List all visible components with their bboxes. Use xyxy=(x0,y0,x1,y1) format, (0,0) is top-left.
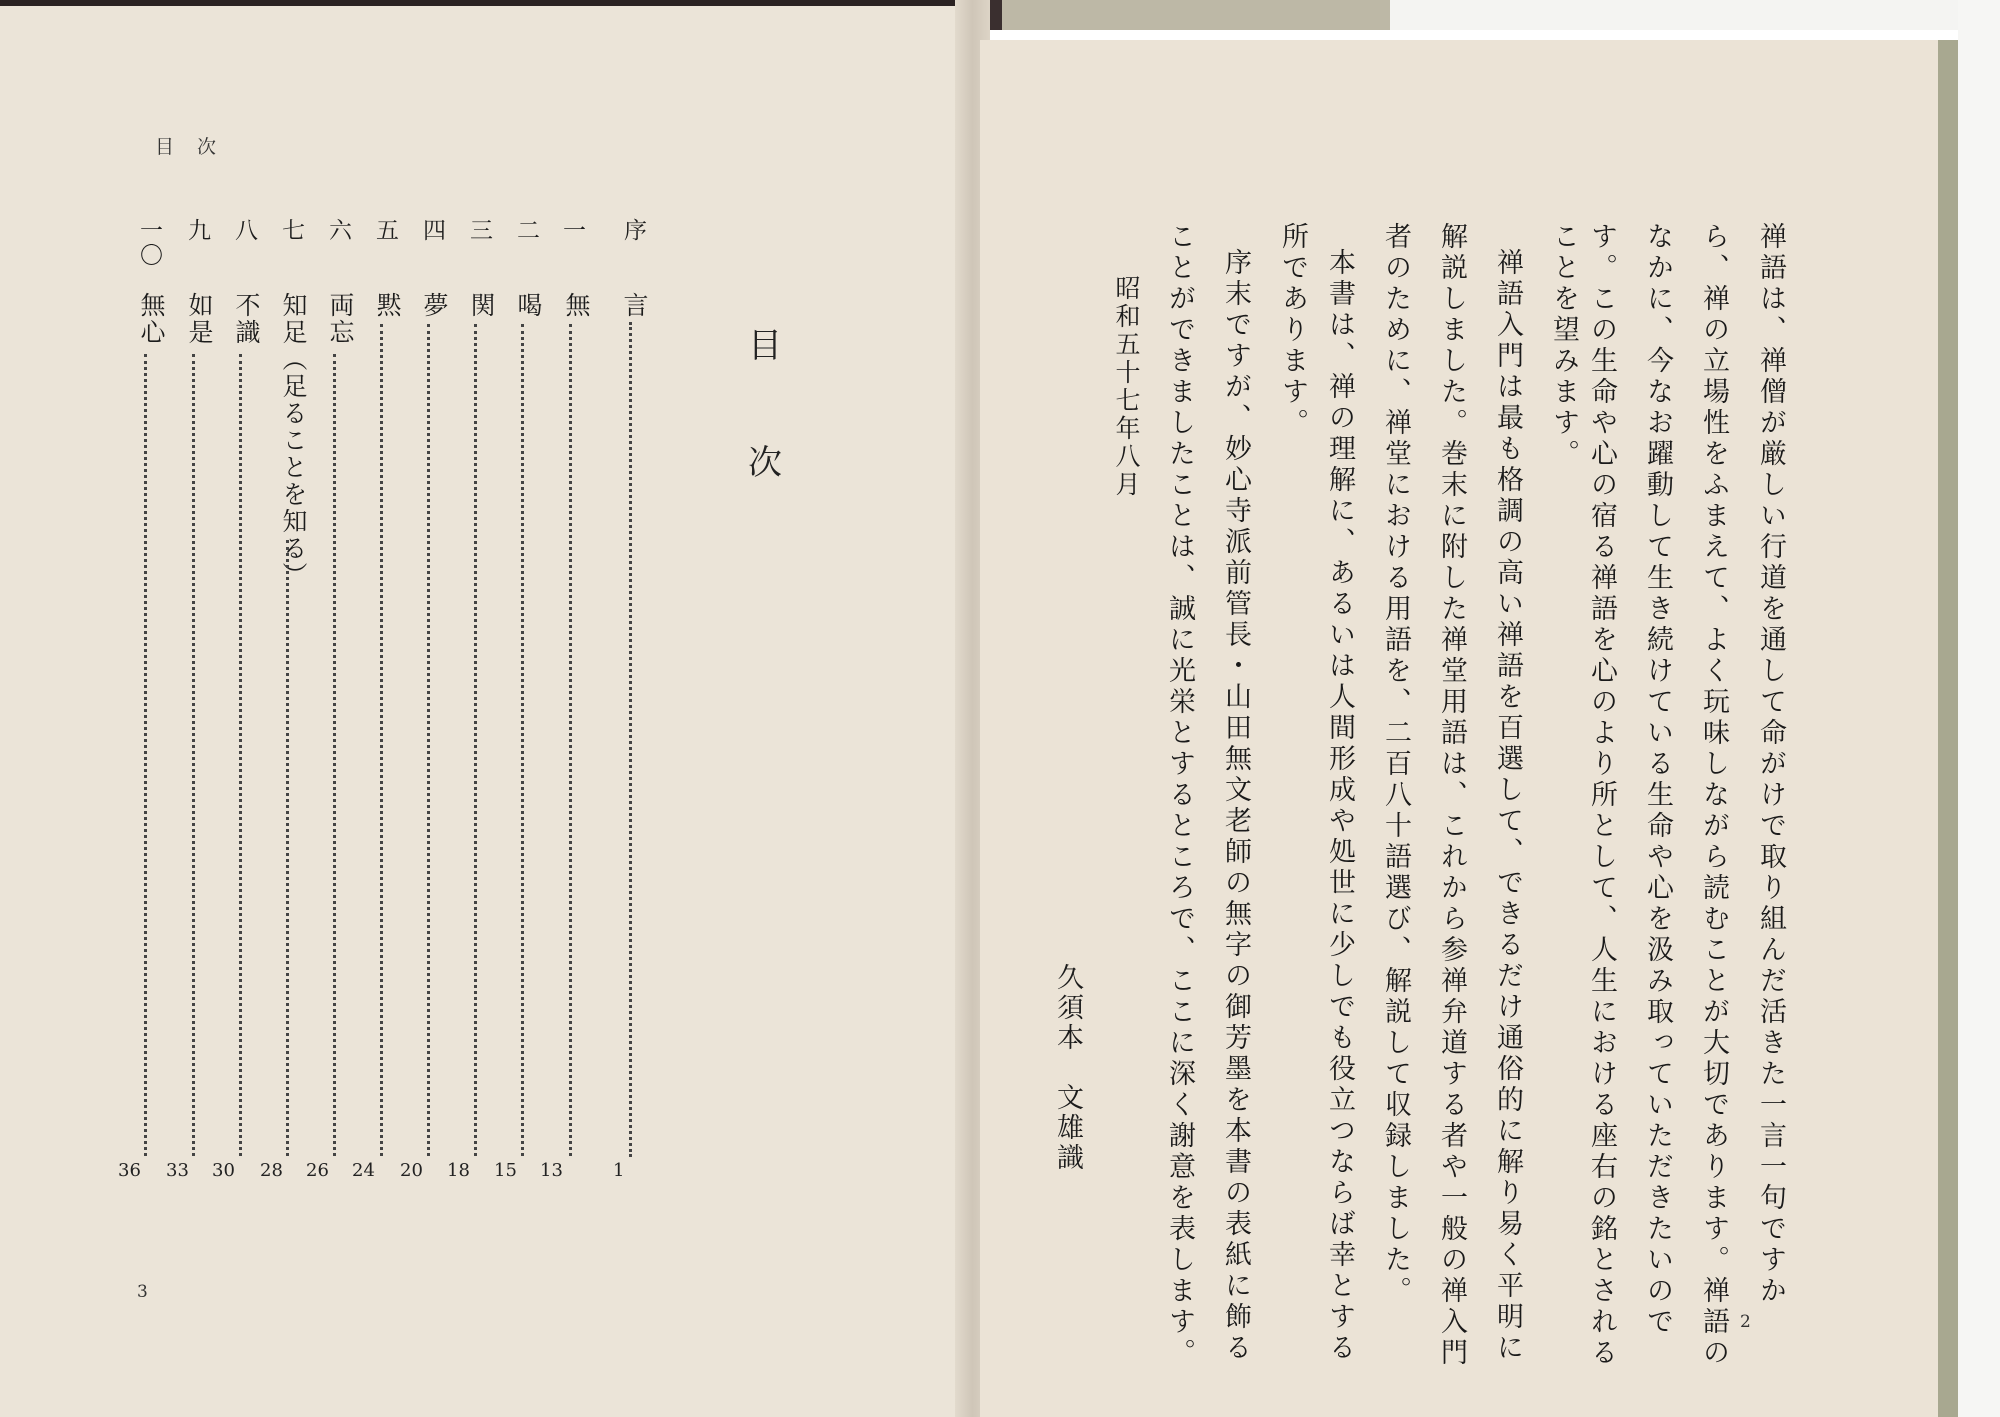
toc-entry-number: 三 xyxy=(466,218,492,243)
toc-leader-dots xyxy=(427,324,430,1156)
toc-entry-label[interactable]: 両忘 xyxy=(326,292,355,346)
preface-line: 所であります。 xyxy=(1277,222,1308,439)
toc-leader-dots xyxy=(629,322,632,1157)
toc-leader-dots xyxy=(474,324,477,1156)
preface-line: 禅語は、禅僧が厳しい行道を通して命がけで取り組んだ活きた一言一句ですか xyxy=(1755,222,1786,1307)
toc-entry-page: 30 xyxy=(212,1160,235,1181)
preface-line: 序末ですが、妙心寺派前管長・山田無文老師の無字の御芳墨を本書の表紙に飾る xyxy=(1220,248,1251,1364)
toc-entry-page: 15 xyxy=(494,1160,517,1181)
toc-entry-number: 一 xyxy=(559,218,585,243)
preface-line: 本書は、禅の理解に、あるいは人間形成や処世に少しでも役立つならば幸とする xyxy=(1324,248,1355,1364)
toc-entry-page: 33 xyxy=(166,1160,189,1181)
toc-leader-dots xyxy=(144,354,147,1156)
toc-entry-number: 一〇 xyxy=(136,218,162,268)
toc-entry-label[interactable]: 不識 xyxy=(232,292,261,346)
toc-leader-dots xyxy=(239,354,242,1156)
toc-entry-page: 24 xyxy=(352,1160,375,1181)
toc-entry-label[interactable]: 関 xyxy=(467,292,496,319)
book-top-edge xyxy=(0,0,960,6)
preface-line: なかに、今なお躍動して生き続けている生命や心を汲み取っていただきたいので xyxy=(1642,222,1673,1338)
book-spine-edge xyxy=(990,0,1002,30)
toc-entry-label[interactable]: 言 xyxy=(620,292,649,319)
toc-leader-dots xyxy=(380,324,383,1156)
preface-line: 禅語入門は最も格調の高い禅語を百選して、できるだけ通俗的に解り易く平明に xyxy=(1492,248,1523,1364)
toc-leader-dots xyxy=(521,324,524,1156)
toc-title-char-1: 目 xyxy=(748,326,782,366)
preface-line: 者のために、禅堂における用語を、二百八十語選び、解説して収録しました。 xyxy=(1380,222,1411,1307)
page-number-left: 3 xyxy=(137,1282,148,1302)
preface-line: ことができましたことは、誠に光栄とするところで、ここに深く謝意を表します。 xyxy=(1164,222,1195,1369)
toc-entry-number: 八 xyxy=(231,218,257,243)
toc-entry-page: 13 xyxy=(540,1160,563,1181)
toc-entry-page: 1 xyxy=(613,1160,625,1181)
toc-entry-number: 四 xyxy=(419,218,445,243)
book-cover-edge xyxy=(990,0,1390,30)
toc-entry-label[interactable]: 無 xyxy=(562,292,591,319)
toc-entry-number: 序 xyxy=(620,218,646,243)
toc-entry-label[interactable]: 喝 xyxy=(514,292,543,319)
toc-entry-page: 20 xyxy=(400,1160,423,1181)
toc-entry-number: 五 xyxy=(372,218,398,243)
toc-entry-page: 28 xyxy=(260,1160,283,1181)
book-page-edge xyxy=(1938,40,1958,1417)
toc-entry-label[interactable]: 知足（足ることを知る） xyxy=(279,292,308,589)
preface-line: ら、禅の立場性をふまえて、よく玩味しながら読むことが大切であります。禅語の xyxy=(1698,222,1729,1369)
preface-date: 昭和五十七年八月 xyxy=(1112,275,1141,499)
running-header: 目 次 xyxy=(155,136,219,158)
toc-entry-number: 七 xyxy=(278,218,304,243)
toc-leader-dots xyxy=(192,354,195,1156)
scan-background xyxy=(1390,0,2000,30)
toc-entry-label[interactable]: 如是 xyxy=(185,292,214,346)
toc-leader-dots xyxy=(286,540,289,1156)
toc-leader-dots xyxy=(333,354,336,1156)
scan-margin xyxy=(1958,0,2000,1417)
toc-entry-label[interactable]: 夢 xyxy=(420,292,449,319)
preface-line: ことを望みます。 xyxy=(1548,222,1579,470)
toc-entry-label[interactable]: 黙 xyxy=(373,292,402,319)
toc-entry-page: 18 xyxy=(447,1160,470,1181)
toc-entry-number: 六 xyxy=(325,218,351,243)
toc-entry-page: 26 xyxy=(306,1160,329,1181)
toc-entry-page: 36 xyxy=(118,1160,141,1181)
preface-author: 久須本 文雄識 xyxy=(1052,963,1083,1173)
toc-entry-number: 九 xyxy=(184,218,210,243)
toc-title-char-2: 次 xyxy=(748,443,782,483)
toc-leader-dots xyxy=(569,324,572,1156)
toc-entry-label[interactable]: 無心 xyxy=(137,292,166,346)
preface-line: 解説しました。巻末に附した禅堂用語は、これから参禅弁道する者や一般の禅入門 xyxy=(1436,222,1467,1369)
page-number-right: 2 xyxy=(1740,1312,1751,1332)
preface-line: す。この生命や心の宿る禅語を心のより所として、人生における座右の銘とされる xyxy=(1586,222,1617,1369)
toc-entry-number: 二 xyxy=(513,218,539,243)
